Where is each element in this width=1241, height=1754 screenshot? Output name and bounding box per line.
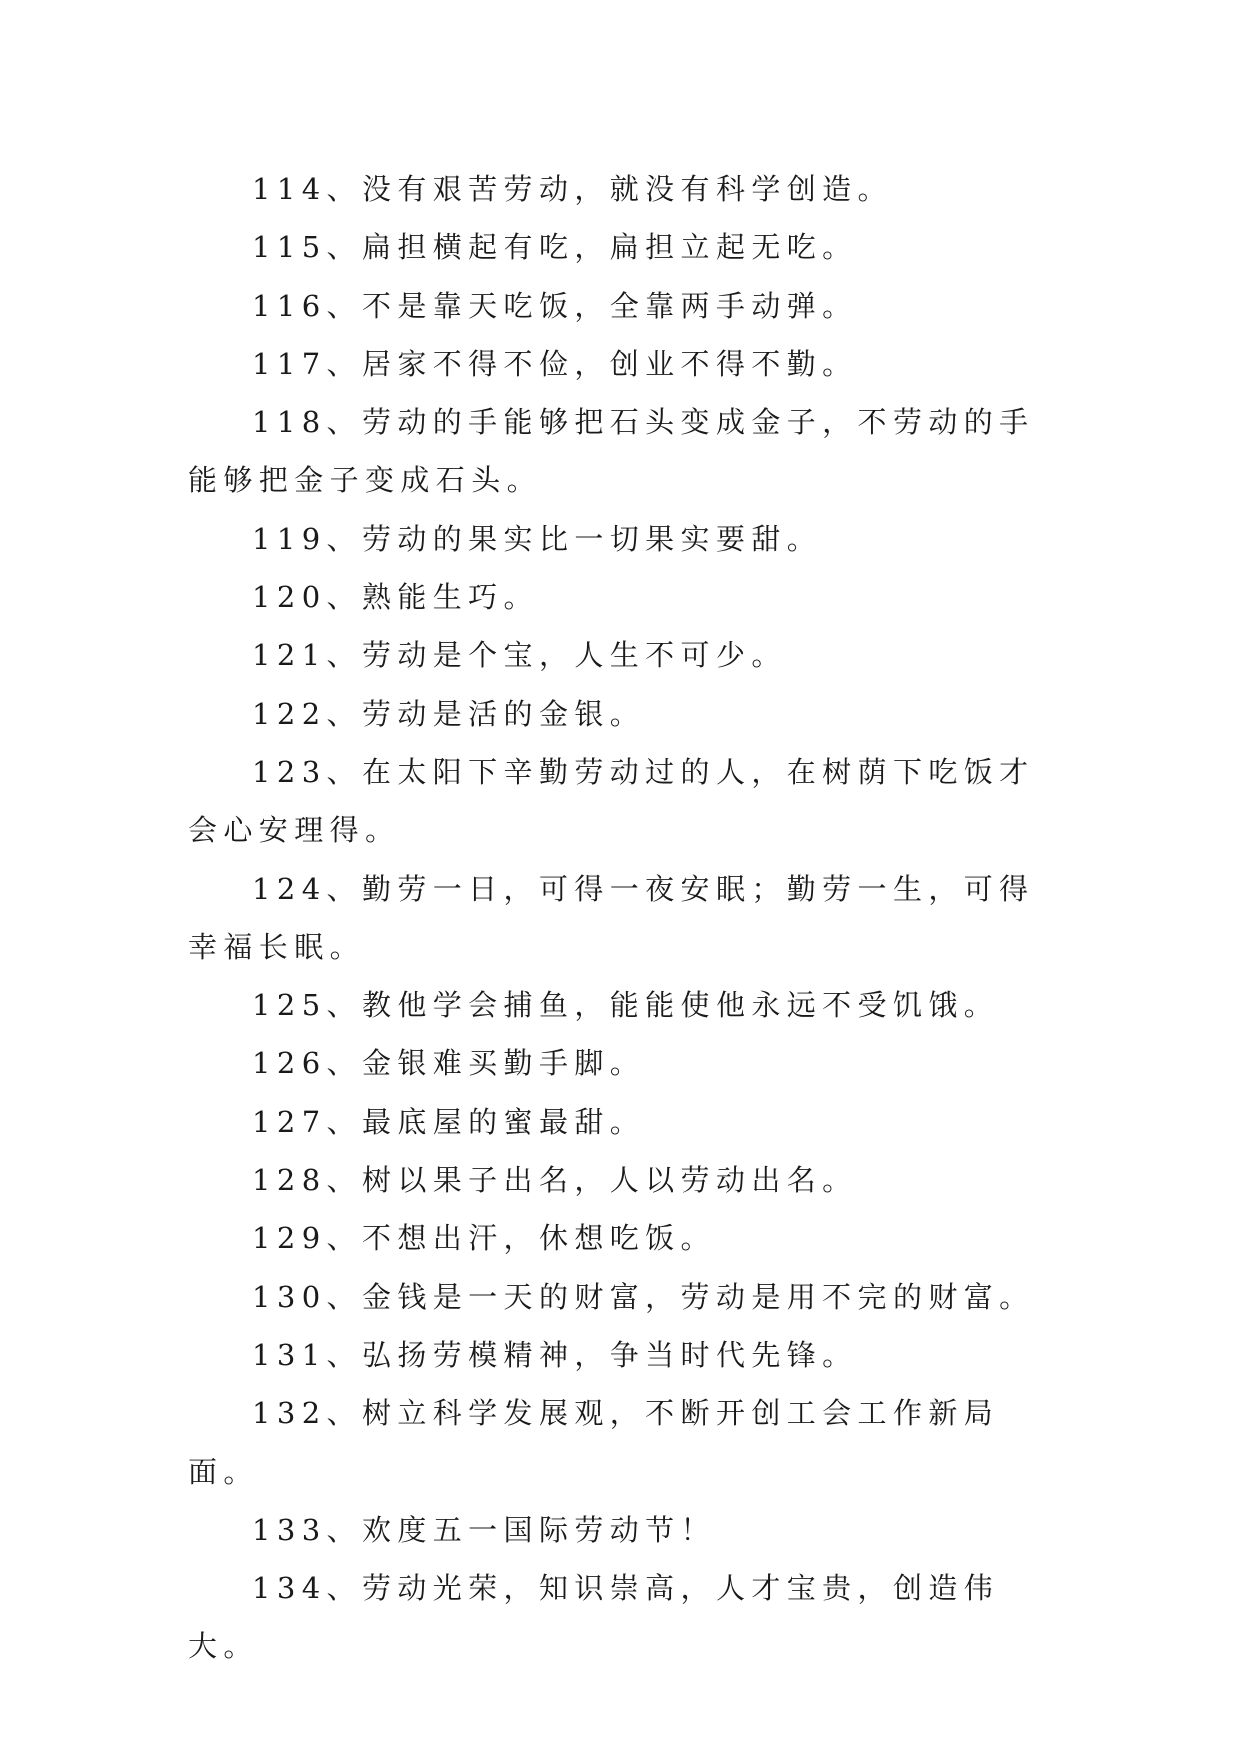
paragraph-131: 131、弘扬劳模精神，争当时代先锋。 bbox=[252, 1337, 858, 1372]
paragraph-123: 123、在太阳下辛勤劳动过的人，在树荫下吃饭才会心安理得。 bbox=[188, 754, 1035, 848]
paragraph-117: 117、居家不得不俭，创业不得不勤。 bbox=[252, 346, 858, 381]
paragraph-114: 114、没有艰苦劳动，就没有科学创造。 bbox=[252, 172, 893, 206]
document-body bbox=[188, 160, 1058, 1676]
paragraph-134: 134、劳动光荣，知识崇高，人才宝贵，创造伟大。 bbox=[188, 1571, 1000, 1664]
paragraph-126: 126、金银难买勤手脚。 bbox=[252, 1046, 646, 1081]
paragraph-125: 125、教他学会捕鱼，能能使他永远不受饥饿。 bbox=[252, 988, 1000, 1023]
paragraph-129: 129、不想出汗，休想吃饭。 bbox=[252, 1221, 716, 1256]
paragraph-118: 118、劳动的手能够把石头变成金子，不劳动的手能够把金子变成石头。 bbox=[188, 405, 1035, 498]
paragraph-132: 132、树立科学发展观，不断开创工会工作新局面。 bbox=[188, 1396, 1000, 1489]
paragraph-130: 130、金钱是一天的财富，劳动是用不完的财富。 bbox=[252, 1279, 1035, 1314]
paragraph-127: 127、最底屋的蜜最甜。 bbox=[252, 1104, 646, 1139]
paragraph-120: 120、熟能生巧。 bbox=[252, 580, 539, 615]
paragraph-128: 128、树以果子出名，人以劳动出名。 bbox=[252, 1163, 858, 1198]
paragraph-124: 124、勤劳一日，可得一夜安眠；勤劳一生，可得幸福长眠。 bbox=[188, 871, 1035, 964]
paragraph-115: 115、扁担横起有吃，扁担立起无吃。 bbox=[252, 230, 858, 265]
paragraph-119: 119、劳动的果实比一切果实要甜。 bbox=[252, 521, 823, 556]
paragraph-122: 122、劳动是活的金银。 bbox=[252, 696, 646, 731]
paragraph-116: 116、不是靠天吃饭，全靠两手动弹。 bbox=[252, 288, 858, 323]
paragraph-121: 121、劳动是个宝，人生不可少。 bbox=[252, 638, 787, 673]
paragraph-133: 133、欢度五一国际劳动节！ bbox=[252, 1512, 716, 1547]
